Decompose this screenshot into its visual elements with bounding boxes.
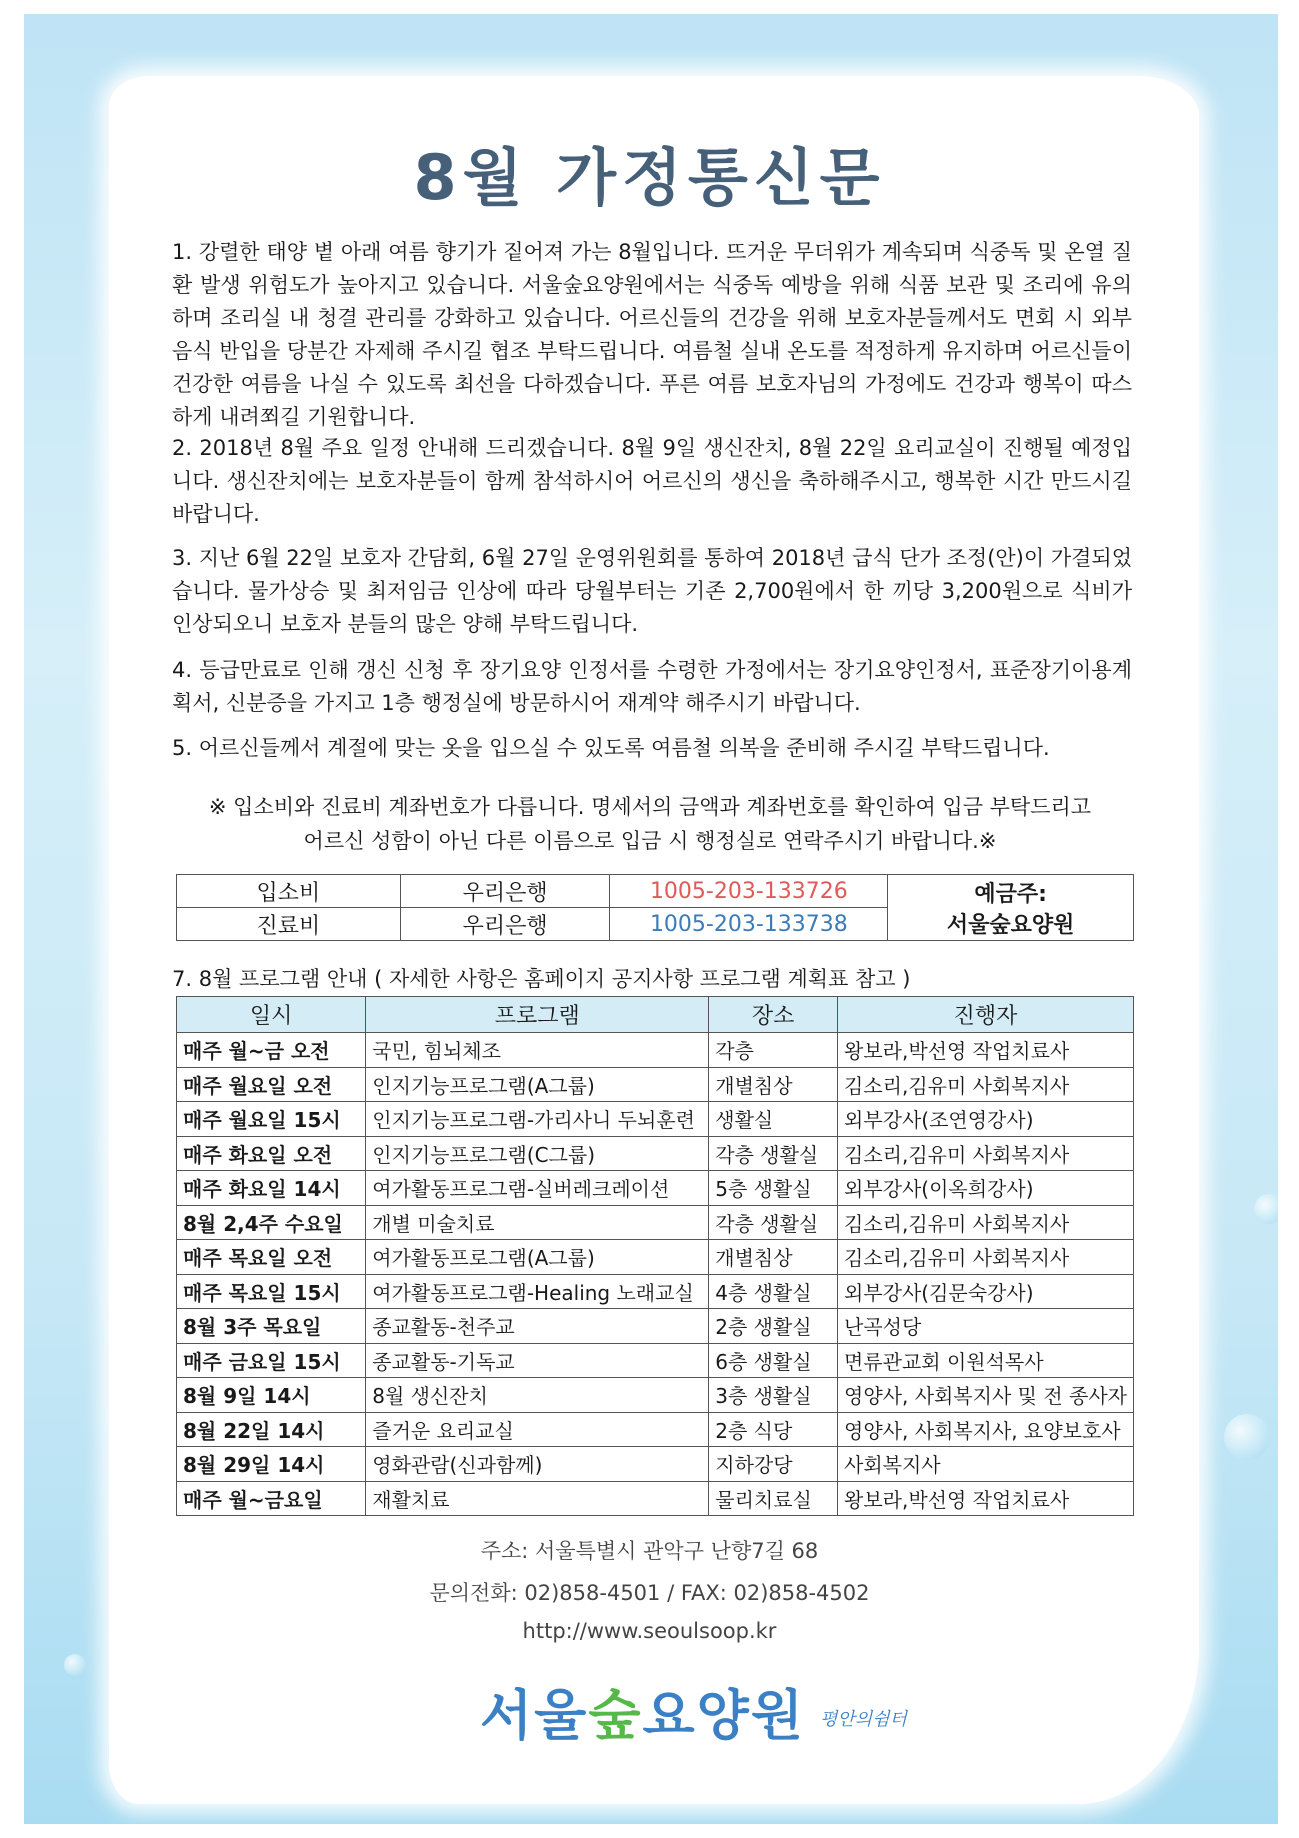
account-holder-name: 서울숲요양원 (946, 912, 1075, 938)
program-location: 물리치료실 (709, 1481, 838, 1516)
program-date: 매주 월~금요일 (177, 1481, 366, 1516)
table-row (177, 1136, 1134, 1171)
table-row (177, 1171, 1134, 1206)
account-bank: 우리은행 (400, 908, 610, 941)
program-location: 각층 생활실 (709, 1205, 838, 1240)
payment-notice: ※ 입소비와 진료비 계좌번호가 다릅니다. 명세서의 금액과 계좌번호를 확인하여 입금 부탁드리고 어르신 성함이 아닌 다른 이름으로 입금 시 행정실로 연락주시기 바랍니다.※ (208, 795, 1092, 853)
program-name: 인지기능프로그램(C그룹) (366, 1136, 709, 1171)
logo-text: 숲 (588, 1684, 643, 1747)
column-header: 장소 (709, 997, 838, 1033)
logo-text: 서울 (480, 1684, 589, 1747)
program-header-row (177, 997, 1134, 1033)
program-date: 매주 월~금 오전 (177, 1033, 366, 1068)
paragraph-1: 1. 강렬한 태양 볕 아래 여름 향기가 짙어져 가는 8월입니다. 뜨거운 무더위가 계속되며 식중독 및 온열 질환 발생 위험도가 높아지고 있습니다. 서울숲요양원에서는 식중독 예방을 위해 식품 보관 및 조리에 유의하며 조리실 내 청결 관리를 강화하고 있습니다. 어르신들의 건강을 위해 보호자분들께서도 면회 시 외부음식 반입을 당분간 자제해 주시길 협조 부탁드립니다. 여름철 실내 온도를 적정하게 유지하며 어르신들이 건강한 여름을 나실 수 있도록 최선을 다하겠습니다. 푸른 여름 보호자님의 가정에도 건강과 행복이 따스하게 내려쬐길 기원합니다. (172, 240, 1132, 429)
table-row (177, 1240, 1134, 1275)
program-location: 개별침상 (709, 1067, 838, 1102)
table-row (177, 1412, 1134, 1447)
table-row (177, 1067, 1134, 1102)
program-location: 6층 생활실 (709, 1343, 838, 1378)
program-name: 국민, 힘뇌체조 (366, 1033, 709, 1068)
table-row (177, 1343, 1134, 1378)
program-leader: 왕보라,박선영 작업치료사 (838, 1481, 1134, 1516)
program-name: 여가활동프로그램-Healing 노래교실 (366, 1274, 709, 1309)
program-location: 2층 식당 (709, 1412, 838, 1447)
program-location: 각층 생활실 (709, 1136, 838, 1171)
logo (480, 1673, 805, 1750)
account-holder (888, 875, 1134, 941)
program-location: 3층 생활실 (709, 1378, 838, 1413)
bubble-decoration (64, 1654, 86, 1676)
column-header: 진행자 (838, 997, 1134, 1033)
logo-text: 요양원 (642, 1684, 805, 1747)
program-location: 지하강당 (709, 1447, 838, 1482)
account-holder-label: 예금주: (974, 881, 1047, 907)
program-name: 8월 생신잔치 (366, 1378, 709, 1413)
program-leader: 영양사, 사회복지사 및 전 종사자 (838, 1378, 1134, 1413)
account-bank: 우리은행 (400, 875, 610, 908)
account-row (177, 875, 1134, 908)
program-date: 매주 목요일 오전 (177, 1240, 366, 1275)
paragraph-3: 3. 지난 6월 22일 보호자 간담회, 6월 27일 운영위원회를 통하여 2018년 급식 단가 조정(안)이 가결되었습니다. 물가상승 및 최저임금 인상에 따라 당월부터는 기존 2,700원에서 한 끼당 3,200원으로 식비가 인상되오니 보호자 분들의 많은 양해 부탁드립니다. (172, 546, 1132, 636)
program-name: 종교활동-기독교 (366, 1343, 709, 1378)
paragraph-5: 5. 어르신들께서 계절에 맞는 옷을 입으실 수 있도록 여름철 의복을 준비해 주시길 부탁드립니다. (172, 736, 1050, 760)
program-location: 5층 생활실 (709, 1171, 838, 1206)
program-name: 인지기능프로그램(A그룹) (366, 1067, 709, 1102)
paragraph-2: 2. 2018년 8월 주요 일정 안내해 드리겠습니다. 8월 9일 생신잔치, 8월 22일 요리교실이 진행될 예정입니다. 생신잔치에는 보호자분들이 함께 참석하시어 어르신의 생신을 축하해주시고, 행복한 시간 만드시길 바랍니다. (172, 436, 1132, 526)
program-leader: 외부강사(이옥희강사) (838, 1171, 1134, 1206)
paragraph-4: 4. 등급만료로 인해 갱신 신청 후 장기요양 인정서를 수령한 가정에서는 장기요양인정서, 표준장기이용계획서, 신분증을 가지고 1층 행정실에 방문하시어 재계약 해주시기 바랍니다. (172, 658, 1132, 715)
page-title: 8월 가정통신문 (413, 141, 886, 214)
program-heading: 7. 8월 프로그램 안내 ( 자세한 사항은 홈페이지 공지사항 프로그램 계획표 참고 ) (172, 967, 911, 991)
program-leader: 김소리,김유미 사회복지사 (838, 1136, 1134, 1171)
program-leader: 외부강사(김문숙강사) (838, 1274, 1134, 1309)
program-name: 여가활동프로그램(A그룹) (366, 1240, 709, 1275)
account-table (176, 874, 1134, 941)
program-date: 8월 9일 14시 (177, 1378, 366, 1413)
program-leader: 김소리,김유미 사회복지사 (838, 1067, 1134, 1102)
program-date: 8월 29일 14시 (177, 1447, 366, 1482)
program-date: 매주 월요일 오전 (177, 1067, 366, 1102)
logo-slogan: 평안의쉼터 (820, 1709, 907, 1730)
program-leader: 김소리,김유미 사회복지사 (838, 1205, 1134, 1240)
program-location: 개별침상 (709, 1240, 838, 1275)
program-date: 매주 월요일 15시 (177, 1102, 366, 1137)
program-location: 4층 생활실 (709, 1274, 838, 1309)
table-row (177, 1378, 1134, 1413)
program-date: 8월 22일 14시 (177, 1412, 366, 1447)
program-name: 개별 미술치료 (366, 1205, 709, 1240)
account-number: 1005-203-133738 (610, 908, 888, 941)
table-row (177, 1447, 1134, 1482)
account-number: 1005-203-133726 (610, 875, 888, 908)
bubble-decoration (1254, 1194, 1278, 1224)
program-leader: 난곡성당 (838, 1309, 1134, 1344)
program-leader: 영양사, 사회복지사, 요양보호사 (838, 1412, 1134, 1447)
program-date: 8월 3주 목요일 (177, 1309, 366, 1344)
program-location: 각층 (709, 1033, 838, 1068)
program-leader: 왕보라,박선영 작업치료사 (838, 1033, 1134, 1068)
table-row (177, 1033, 1134, 1068)
program-location: 생활실 (709, 1102, 838, 1137)
table-row (177, 1481, 1134, 1516)
program-name: 인지기능프로그램-가리사니 두뇌훈련 (366, 1102, 709, 1137)
column-header: 프로그램 (366, 997, 709, 1033)
website-url: http://www.seoulsoop.kr (522, 1619, 777, 1643)
table-row (177, 1274, 1134, 1309)
table-row (177, 1205, 1134, 1240)
program-date: 매주 금요일 15시 (177, 1343, 366, 1378)
program-name: 종교활동-천주교 (366, 1309, 709, 1344)
program-leader: 사회복지사 (838, 1447, 1134, 1482)
account-type: 입소비 (177, 875, 401, 908)
program-date: 매주 화요일 14시 (177, 1171, 366, 1206)
column-header: 일시 (177, 997, 366, 1033)
bubble-decoration (1224, 1414, 1270, 1460)
table-row (177, 1309, 1134, 1344)
program-leader: 면류관교회 이원석목사 (838, 1343, 1134, 1378)
program-location: 2층 생활실 (709, 1309, 838, 1344)
address: 주소: 서울특별시 관악구 난향7길 68 (480, 1539, 819, 1563)
program-leader: 외부강사(조연영강사) (838, 1102, 1134, 1137)
program-table (176, 996, 1134, 1516)
program-name: 즐거운 요리교실 (366, 1412, 709, 1447)
program-date: 매주 목요일 15시 (177, 1274, 366, 1309)
program-date: 매주 화요일 오전 (177, 1136, 366, 1171)
program-name: 영화관람(신과함께) (366, 1447, 709, 1482)
program-leader: 김소리,김유미 사회복지사 (838, 1240, 1134, 1275)
table-row (177, 1102, 1134, 1137)
account-type: 진료비 (177, 908, 401, 941)
phone-fax: 문의전화: 02)858-4501 / FAX: 02)858-4502 (429, 1581, 870, 1605)
program-date: 8월 2,4주 수요일 (177, 1205, 366, 1240)
program-name: 여가활동프로그램-실버레크레이션 (366, 1171, 709, 1206)
program-name: 재활치료 (366, 1481, 709, 1516)
